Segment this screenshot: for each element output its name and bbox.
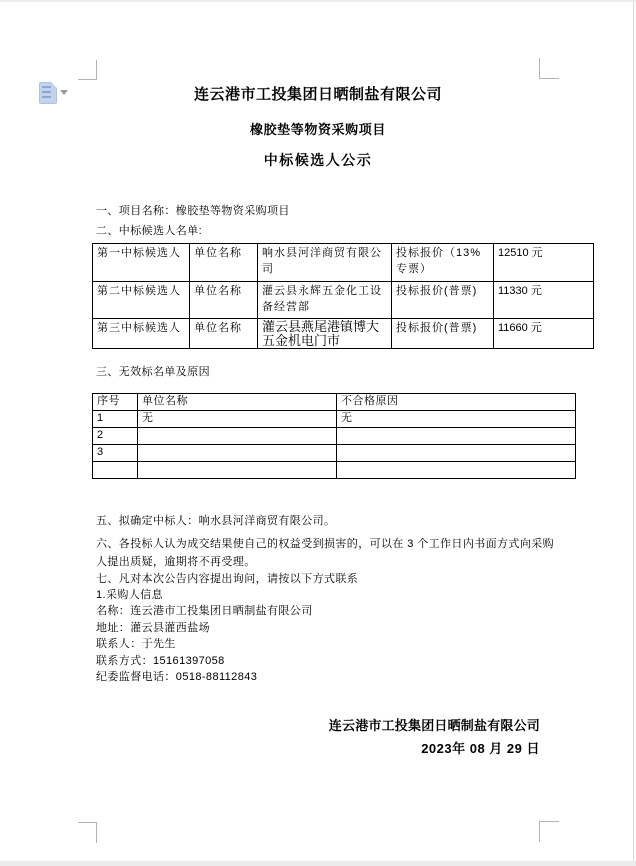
price-label: 投标报价(普票)	[392, 319, 494, 349]
candidates-table	[92, 243, 594, 349]
reason-cell	[337, 462, 576, 479]
column-header-seq: 序号	[93, 394, 138, 411]
section-3-invalid-bids-heading: 三、无效标名单及原因	[96, 366, 210, 378]
chevron-down-icon	[60, 90, 68, 95]
price-value: 11660 元	[494, 319, 594, 349]
signature-date: 2023年 08 月 29 日	[421, 741, 540, 756]
document-title-project: 橡胶垫等物资采购项目	[249, 122, 386, 137]
margin-corner-mark-top-right	[539, 58, 559, 79]
candidate-rank: 第三中标候选人	[93, 319, 190, 349]
unit-name-label: 单位名称	[190, 282, 258, 319]
section-5-winner: 五、拟确定中标人：响水县河洋商贸有限公司。	[96, 515, 336, 527]
purchaser-info-heading: 1.采购人信息	[96, 589, 163, 601]
table-header-row	[93, 394, 576, 411]
unit-cell: 无	[138, 411, 337, 428]
supervision-phone: 纪委监督电话：0518-88112843	[96, 671, 258, 683]
seq-cell: 1	[93, 411, 138, 428]
reason-cell: 无	[337, 411, 576, 428]
document-title-announcement: 中标候选人公示	[263, 152, 373, 168]
table-row	[93, 462, 576, 479]
table-row	[93, 319, 594, 349]
candidate-rank: 第一中标候选人	[93, 244, 190, 282]
table-row	[93, 445, 576, 462]
seq-cell	[93, 462, 138, 479]
seq-cell: 3	[93, 445, 138, 462]
section-6-objection-line2: 人提出质疑，逾期将不再受理。	[96, 556, 256, 568]
unit-cell	[138, 445, 337, 462]
table-row	[93, 244, 594, 282]
column-header-reason: 不合格原因	[337, 394, 576, 411]
unit-cell	[138, 428, 337, 445]
section-1-project-name: 一、项目名称：橡胶垫等物资采购项目	[96, 205, 290, 217]
purchaser-address: 地址：灌云县灌西盐场	[96, 622, 210, 634]
table-row	[93, 282, 594, 319]
section-7-inquiry: 七、凡对本次公告内容提出询问，请按以下方式联系	[96, 573, 359, 585]
column-header-unit: 单位名称	[138, 394, 337, 411]
app-background-bottom-strip	[0, 861, 636, 866]
signature-company: 连云港市工投集团日晒制盐有限公司	[328, 718, 540, 733]
page-right-edge	[633, 2, 634, 861]
candidate-company: 灌云县燕尾港镇博大五金机电门市	[258, 319, 392, 349]
section-6-objection-line1: 六、各投标人认为成交结果使自己的权益受到损害的，可以在 3 个工作日内书面方式向采购	[96, 538, 555, 550]
table-row	[93, 428, 576, 445]
document-title-company: 连云港市工投集团日晒制盐有限公司	[193, 86, 442, 103]
section-2-candidate-list-heading: 二、中标候选人名单:	[96, 225, 203, 237]
app-background-top-strip	[0, 0, 636, 2]
reason-cell	[337, 445, 576, 462]
price-label: 投标报价（13%专票）	[392, 244, 494, 282]
table-row	[93, 411, 576, 428]
contact-phone: 联系方式：15161397058	[96, 655, 225, 667]
price-value: 11330 元	[494, 282, 594, 319]
unit-cell	[138, 462, 337, 479]
reason-cell	[337, 428, 576, 445]
margin-corner-mark-bottom-right	[539, 821, 559, 842]
contact-person: 联系人：于先生	[96, 638, 176, 650]
clipboard-paste-icon	[39, 82, 57, 104]
seq-cell: 2	[93, 428, 138, 445]
unit-name-label: 单位名称	[190, 319, 258, 349]
purchaser-name: 名称：连云港市工投集团日晒制盐有限公司	[96, 605, 313, 617]
margin-corner-mark-bottom-left	[78, 822, 97, 843]
paste-options-button[interactable]	[36, 80, 72, 106]
unit-name-label: 单位名称	[190, 244, 258, 282]
margin-corner-mark-top-left	[78, 60, 97, 80]
price-label: 投标报价(普票)	[392, 282, 494, 319]
candidate-rank: 第二中标候选人	[93, 282, 190, 319]
candidate-company: 灌云县永辉五金化工设备经营部	[258, 282, 392, 319]
invalid-bids-table	[92, 393, 576, 479]
price-value: 12510 元	[494, 244, 594, 282]
candidate-company: 响水县河洋商贸有限公司	[258, 244, 392, 282]
